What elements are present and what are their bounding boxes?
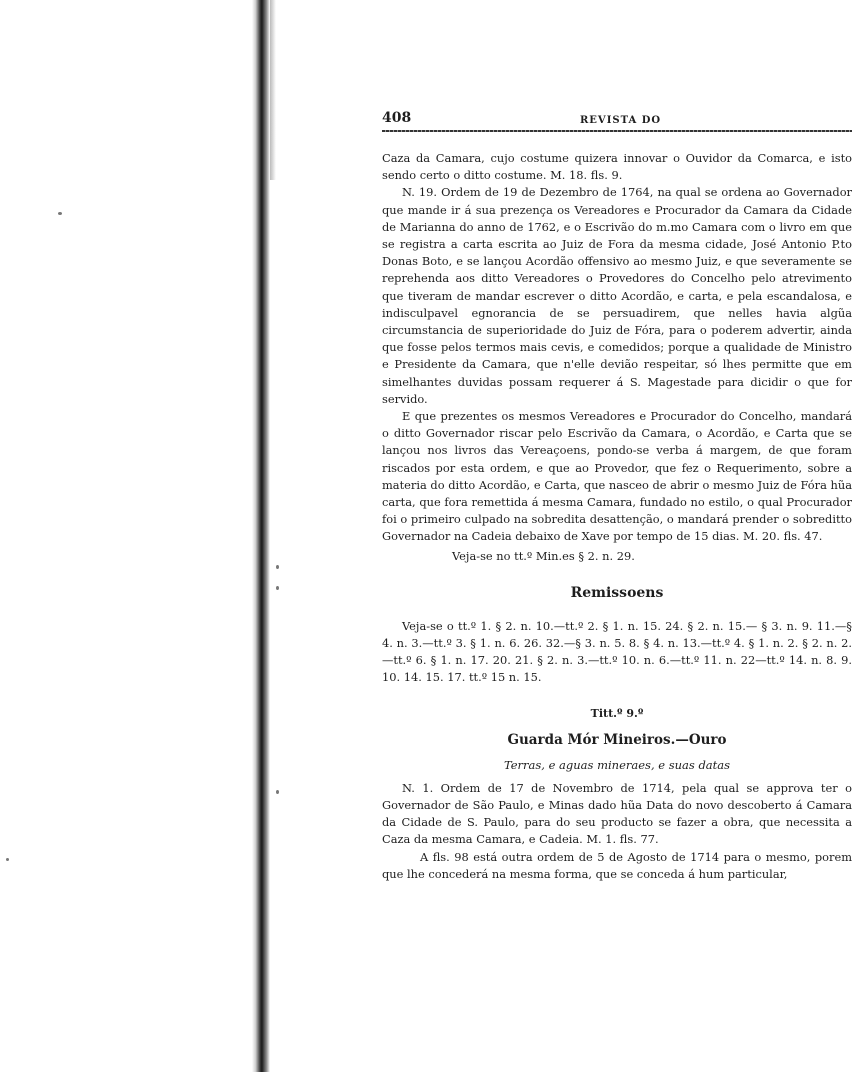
left-blank-page (0, 0, 290, 1072)
running-title: REVISTA DO (580, 115, 662, 126)
paragraph-fls98: A fls. 98 está outra ordem de 5 de Agosto de 1714 para o mesmo, porem que lhe concederá na mesma forma, que se conceda á hum particular, (382, 849, 852, 881)
section-subtitle: Terras, e aguas mineraes, e suas datas (503, 757, 731, 772)
paragraph-n1: N. 1. Ordem de 17 de Novembro de 1714, pela qual se approva ter o Governador de São Paulo, e Minas dado hũa Data do novo descoberto á Camara da Cidade de S. Paulo, para do seu producto se fazer a obra, que necessita a Caza da mesma Camara, e Cadeia. M. 1. fls. 77. (382, 780, 852, 847)
section-title: Guarda Mór Mineiros.—Ouro (507, 731, 727, 748)
paragraph-n19: N. 19. Ordem de 19 de Dezembro de 1764, na qual se ordena ao Governador que mande ir á sua prezença os Vereadores e Procurador da Camara da Cidade de Marianna do anno de 1762, e o Escrivão do m.mo Camara com o livro em que se registra a carta escrita ao Juiz de Fora da mesma cidade, José Antonio P.to Donas Boto, e se lançou Acordão offensivo ao mesmo Juiz, e que severamente se reprehenda aos ditto Vereadores o Provedores do Concelho pelo atrevimento que tiveram de mandar escrever o ditto Acordão, e carta, e pela escandalosa, e indisculpavel egnorancia de se persuadirem, que nelles havia algũa circumstancia de superioridade do Juiz de Fóra, para o poderem advertir, ainda que fosse pelos termos mais cevis, e comedidos; porque a qualidade de Ministro e Presidente da Camara, que n'elle devião respeitar, só lhes permitte que em simelhantes duvidas possam requerer á S. Magestade para dicidir o que for servido. (382, 185, 852, 406)
book-spine (252, 0, 270, 1072)
paper-speck (276, 790, 279, 794)
titulo-label: Titt.º 9.º (590, 706, 644, 720)
paper-speck (58, 212, 62, 215)
page-number: 408 (382, 110, 412, 126)
remissoens-heading: Remissoens (570, 584, 664, 601)
page-header (382, 104, 852, 126)
paragraph-e-que: E que prezentes os mesmos Vereadores e Procurador do Concelho, mandará o ditto Governador riscar pelo Escrivão da Camara, o Acordão, e Carta que se lançou nos livros das Vereaçoens, pondo-se verba á margem, de que foram riscados por esta ordem, e que ao Provedor, que fez o Requerimento, sobre a materia do ditto Acordão, e Carta, que nasceo de abrir o mesmo Juiz de Fóra hũa carta, que fora remettida á mesma Camara, fundado no estilo, o qual Procurador foi o primeiro culpado na sobredita desattenção, o mandará prender o sobreditto Governador na Cadeia debaixo de Xave por tempo de 15 dias. M. 20. fls. 47. (382, 409, 852, 544)
paper-speck (6, 858, 9, 861)
paper-speck (276, 586, 279, 590)
remissoens-references: Veja-se o tt.º 1. § 2. n. 10.—tt.º 2. § 1. n. 15. 24. § 2. n. 15.— § 3. n. 9. 11.—§ 4. n. 3.—tt.º 3. § 1. n. 6. 26. 32.—§ 3. n. 5. 8. § 4. n. 13.—tt.º 4. § 1. n. 2. § 2. n. 2.—tt.º 6. § 1. n. 17. 20. 21. § 2. n. 3.—tt.º 10. n. 6.—tt.º 11. n. 22—tt.º 14. n. 8. 9. 10. 14. 15. 17. tt.º 15 n. 15. (382, 618, 852, 685)
paper-speck (276, 565, 279, 569)
see-also-reference: Veja-se no tt.º Min.es § 2. n. 29. (452, 548, 635, 563)
book-page (382, 104, 852, 883)
header-rule (382, 130, 852, 132)
paragraph-continuation: Caza da Camara, cujo costume quizera innovar o Ouvidor da Comarca, e isto sendo certo o ditto costume. M. 18. fls. 9. (382, 151, 852, 183)
